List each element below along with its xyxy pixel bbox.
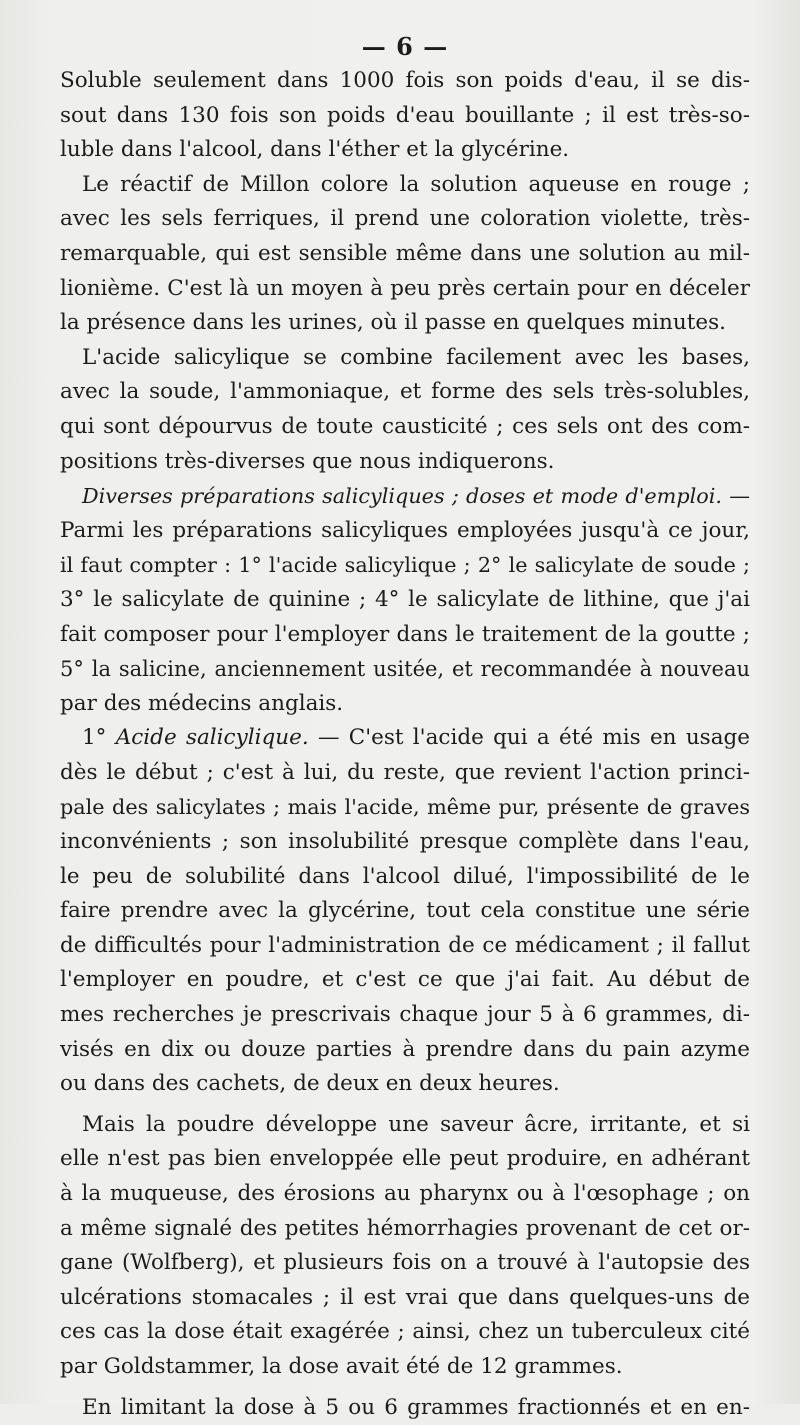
text-line: la présence dans les urines, où il passe en quelques minutes.: [60, 310, 726, 336]
text-line: ou dans des cachets, de deux en deux heures.: [60, 1071, 560, 1097]
text-line: elle n'est pas bien enveloppée elle peut produire, en adhérant: [60, 1146, 750, 1172]
text-line: par Goldstammer, la dose avait été de 12 grammes.: [60, 1353, 623, 1379]
text-line: l'employer en poudre, et c'est ce que j'ai fait. Au début de: [60, 967, 750, 993]
paragraph-4: [60, 479, 750, 721]
text-line: fait composer pour l'employer dans le traitement de la goutte ;: [60, 621, 750, 647]
text-line: par des médecins anglais.: [60, 690, 344, 716]
text-line: qui sont dépourvus de toute causticité ; ces sels ont des com-: [60, 413, 750, 439]
paragraph-7: [60, 1391, 750, 1425]
text-line: 3° le salicylate de quinine ; 4° le salicylate de lithine, que j'ai: [60, 586, 750, 612]
subsection-lead-text: — C'est l'acide qui a été mis en usage: [308, 725, 750, 751]
text-line: faire prendre avec la glycérine, tout cela constitue une série: [60, 898, 750, 924]
paragraph-5: [60, 721, 750, 1102]
paragraph-6: [60, 1108, 750, 1385]
text-line: mes recherches je prescrivais chaque jour 5 à 6 grammes, di-: [60, 1002, 750, 1028]
text-line: sout dans 130 fois son poids d'eau bouillante ; il est très-so-: [60, 102, 750, 128]
text-line: L'acide salicylique se combine facilement avec les bases,: [82, 344, 750, 370]
text-line: 5° la salicine, anciennement usitée, et recommandée à nouveau: [60, 657, 750, 682]
text-line: lionième. C'est là un moyen à peu près certain pour en déceler: [60, 275, 750, 301]
text-line: dès le début ; c'est à lui, du reste, que revient l'action princi-: [60, 759, 750, 785]
text-line: Le réactif de Millon colore la solution aqueuse en rouge ;: [82, 171, 750, 197]
text-line: le peu de solubilité dans l'alcool dilué, l'impossibilité de le: [60, 863, 750, 889]
subsection-heading-line: [60, 721, 750, 756]
text-line: gane (Wolfberg), et plusieurs fois on a trouvé à l'autopsie des: [60, 1250, 750, 1276]
paragraph-2: [60, 168, 750, 341]
text-line: a même signalé des petites hémorrhagies provenant de cet or-: [60, 1215, 750, 1241]
heading-dash: —: [722, 484, 750, 509]
page-number: — 6 —: [361, 32, 449, 61]
text-line: de difficultés pour l'administration de ce médicament ; il fallut: [60, 932, 750, 958]
text-line: En limitant la dose à 5 ou 6 grammes fractionnés et en en-: [82, 1394, 750, 1420]
text-line: positions très-diverses que nous indiquerons.: [60, 448, 555, 474]
text-line: inconvénients ; son insolubilité presque complète dans l'eau,: [60, 829, 750, 855]
text-line: luble dans l'alcool, dans l'éther et la glycérine.: [60, 137, 570, 163]
page-text: [60, 30, 750, 1425]
subsection-heading: Acide salicylique.: [115, 725, 309, 751]
text-line: Soluble seulement dans 1000 fois son poids d'eau, il se dis-: [60, 68, 750, 93]
paragraph-1: [60, 64, 750, 168]
text-line: pale des salicylates ; mais l'acide, même pur, présente de graves: [60, 795, 750, 820]
text-line: à la muqueuse, des érosions au pharynx ou à l'œsophage ; on: [60, 1181, 750, 1206]
text-line: visés en dix ou douze parties à prendre dans du pain azyme: [60, 1036, 750, 1062]
text-line: avec les sels ferriques, il prend une coloration violette, très-: [60, 206, 750, 232]
text-line: Parmi les préparations salicyliques employées jusqu'à ce jour,: [60, 517, 750, 543]
section-heading: Diverses préparations salicyliques ; doses et mode d'emploi.: [82, 484, 722, 509]
paragraph-3: [60, 341, 750, 479]
text-line: ulcérations stomacales ; il est vrai que dans quelques-uns de: [60, 1284, 750, 1310]
text-line: il faut compter : 1° l'acide salicylique ; 2° le salicylate de soude ;: [60, 553, 750, 578]
text-line: ces cas la dose était exagérée ; ainsi, chez un tuberculeux cité: [60, 1319, 750, 1345]
section-heading-line: [60, 479, 750, 514]
text-line: Mais la poudre développe une saveur âcre, irritante, et si: [82, 1111, 750, 1137]
subsection-number: 1°: [82, 725, 116, 751]
text-line: avec la soude, l'ammoniaque, et forme des sels très-solubles,: [60, 379, 750, 405]
text-line: remarquable, qui est sensible même dans une solution au mil-: [60, 240, 750, 266]
